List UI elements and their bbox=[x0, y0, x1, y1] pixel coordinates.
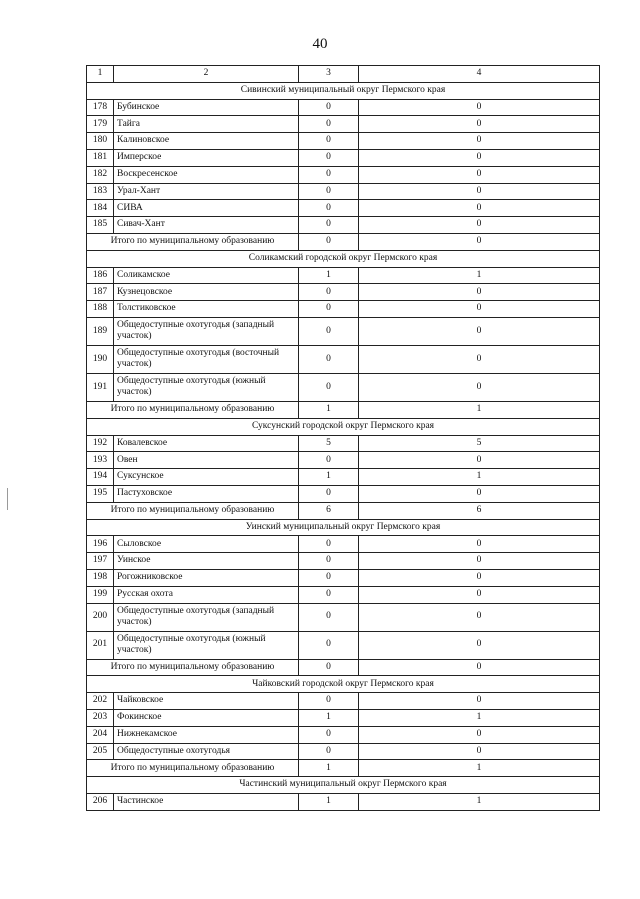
total-column-4-value: 6 bbox=[359, 502, 600, 519]
column-3-value: 1 bbox=[299, 793, 359, 810]
row-number: 195 bbox=[87, 485, 114, 502]
hunting-ground-name: СИВА bbox=[114, 200, 299, 217]
column-4-value: 0 bbox=[359, 301, 600, 318]
hunting-ground-name: Общедоступные охотугодья (южный участок) bbox=[114, 631, 299, 659]
column-header-1: 1 bbox=[87, 66, 114, 83]
total-column-3-value: 1 bbox=[299, 401, 359, 418]
table-row bbox=[87, 485, 600, 502]
column-3-value: 0 bbox=[299, 631, 359, 659]
hunting-ground-name: Калиновское bbox=[114, 133, 299, 150]
row-number: 187 bbox=[87, 284, 114, 301]
hunting-ground-name: Фокинское bbox=[114, 709, 299, 726]
hunting-grounds-table bbox=[86, 65, 600, 811]
table-row bbox=[87, 217, 600, 234]
column-4-value: 0 bbox=[359, 345, 600, 373]
table-row bbox=[87, 267, 600, 284]
column-4-value: 0 bbox=[359, 693, 600, 710]
column-4-value: 0 bbox=[359, 217, 600, 234]
column-3-value: 0 bbox=[299, 726, 359, 743]
row-number: 188 bbox=[87, 301, 114, 318]
hunting-ground-name: Суксунское bbox=[114, 469, 299, 486]
row-number: 197 bbox=[87, 553, 114, 570]
section-header-row bbox=[87, 250, 600, 267]
column-4-value: 5 bbox=[359, 435, 600, 452]
row-number: 179 bbox=[87, 116, 114, 133]
column-3-value: 5 bbox=[299, 435, 359, 452]
column-4-value: 0 bbox=[359, 200, 600, 217]
table-row bbox=[87, 133, 600, 150]
table-row bbox=[87, 793, 600, 810]
column-4-value: 1 bbox=[359, 709, 600, 726]
table-row bbox=[87, 345, 600, 373]
hunting-ground-name: Овен bbox=[114, 452, 299, 469]
hunting-ground-name: Общедоступные охотугодья (южный участок) bbox=[114, 373, 299, 401]
section-total-row bbox=[87, 659, 600, 676]
section-title: Чайковский городской округ Пермского края bbox=[87, 676, 600, 693]
row-number: 193 bbox=[87, 452, 114, 469]
hunting-ground-name: Бубинское bbox=[114, 99, 299, 116]
row-number: 182 bbox=[87, 166, 114, 183]
column-4-value: 0 bbox=[359, 586, 600, 603]
row-number: 191 bbox=[87, 373, 114, 401]
column-3-value: 1 bbox=[299, 709, 359, 726]
table-row bbox=[87, 301, 600, 318]
section-title: Частинский муниципальный округ Пермского края bbox=[87, 777, 600, 794]
column-4-value: 0 bbox=[359, 133, 600, 150]
column-4-value: 0 bbox=[359, 149, 600, 166]
column-4-value: 0 bbox=[359, 726, 600, 743]
row-number: 185 bbox=[87, 217, 114, 234]
row-number: 192 bbox=[87, 435, 114, 452]
hunting-ground-name: Ковалевское bbox=[114, 435, 299, 452]
column-3-value: 1 bbox=[299, 469, 359, 486]
column-4-value: 0 bbox=[359, 373, 600, 401]
table-row bbox=[87, 693, 600, 710]
hunting-ground-name: Соликамское bbox=[114, 267, 299, 284]
column-3-value: 0 bbox=[299, 485, 359, 502]
table-row bbox=[87, 166, 600, 183]
column-3-value: 0 bbox=[299, 217, 359, 234]
column-4-value: 1 bbox=[359, 267, 600, 284]
hunting-ground-name: Сыловское bbox=[114, 536, 299, 553]
section-header-row bbox=[87, 777, 600, 794]
column-4-value: 0 bbox=[359, 536, 600, 553]
column-4-value: 0 bbox=[359, 317, 600, 345]
section-title: Соликамский городской округ Пермского края bbox=[87, 250, 600, 267]
total-column-3-value: 0 bbox=[299, 233, 359, 250]
column-3-value: 0 bbox=[299, 116, 359, 133]
hunting-ground-name: Чайковское bbox=[114, 693, 299, 710]
section-title: Суксунский городской округ Пермского края bbox=[87, 418, 600, 435]
column-3-value: 0 bbox=[299, 536, 359, 553]
section-header-row bbox=[87, 519, 600, 536]
column-4-value: 0 bbox=[359, 485, 600, 502]
row-number: 194 bbox=[87, 469, 114, 486]
total-column-3-value: 6 bbox=[299, 502, 359, 519]
column-3-value: 0 bbox=[299, 569, 359, 586]
column-4-value: 0 bbox=[359, 116, 600, 133]
section-header-row bbox=[87, 676, 600, 693]
total-label: Итого по муниципальному образованию bbox=[87, 502, 299, 519]
column-4-value: 0 bbox=[359, 631, 600, 659]
column-4-value: 0 bbox=[359, 284, 600, 301]
row-number: 183 bbox=[87, 183, 114, 200]
table-row bbox=[87, 743, 600, 760]
hunting-ground-name: Кузнецовское bbox=[114, 284, 299, 301]
hunting-ground-name: Общедоступные охотугодья bbox=[114, 743, 299, 760]
table-row bbox=[87, 116, 600, 133]
hunting-ground-name: Урал-Хант bbox=[114, 183, 299, 200]
row-number: 181 bbox=[87, 149, 114, 166]
hunting-ground-name: Сивач-Хант bbox=[114, 217, 299, 234]
row-number: 202 bbox=[87, 693, 114, 710]
total-column-3-value: 1 bbox=[299, 760, 359, 777]
column-4-value: 0 bbox=[359, 569, 600, 586]
total-column-4-value: 1 bbox=[359, 760, 600, 777]
hunting-ground-name: Частинское bbox=[114, 793, 299, 810]
table-row bbox=[87, 631, 600, 659]
total-column-4-value: 1 bbox=[359, 401, 600, 418]
hunting-ground-name: Русская охота bbox=[114, 586, 299, 603]
row-number: 180 bbox=[87, 133, 114, 150]
section-title: Сивинский муниципальный округ Пермского края bbox=[87, 82, 600, 99]
column-header-4: 4 bbox=[359, 66, 600, 83]
row-number: 199 bbox=[87, 586, 114, 603]
column-3-value: 0 bbox=[299, 133, 359, 150]
column-3-value: 0 bbox=[299, 586, 359, 603]
column-3-value: 0 bbox=[299, 301, 359, 318]
row-number: 186 bbox=[87, 267, 114, 284]
section-total-row bbox=[87, 233, 600, 250]
hunting-ground-name: Имперское bbox=[114, 149, 299, 166]
table-row bbox=[87, 452, 600, 469]
column-3-value: 0 bbox=[299, 553, 359, 570]
column-header-2: 2 bbox=[114, 66, 299, 83]
total-label: Итого по муниципальному образованию bbox=[87, 760, 299, 777]
column-4-value: 1 bbox=[359, 469, 600, 486]
column-4-value: 0 bbox=[359, 183, 600, 200]
section-total-row bbox=[87, 401, 600, 418]
hunting-ground-name: Пастуховское bbox=[114, 485, 299, 502]
table-row bbox=[87, 536, 600, 553]
column-3-value: 0 bbox=[299, 452, 359, 469]
header-row bbox=[87, 66, 600, 83]
column-3-value: 0 bbox=[299, 149, 359, 166]
column-4-value: 0 bbox=[359, 603, 600, 631]
hunting-ground-name: Толстиковское bbox=[114, 301, 299, 318]
hunting-ground-name: Тайга bbox=[114, 116, 299, 133]
row-number: 206 bbox=[87, 793, 114, 810]
section-total-row bbox=[87, 502, 600, 519]
hunting-ground-name: Рогожниковское bbox=[114, 569, 299, 586]
column-3-value: 0 bbox=[299, 603, 359, 631]
column-3-value: 0 bbox=[299, 166, 359, 183]
row-number: 201 bbox=[87, 631, 114, 659]
row-number: 184 bbox=[87, 200, 114, 217]
table-row bbox=[87, 435, 600, 452]
hunting-ground-name: Воскресенское bbox=[114, 166, 299, 183]
row-number: 196 bbox=[87, 536, 114, 553]
table-row bbox=[87, 469, 600, 486]
column-3-value: 0 bbox=[299, 373, 359, 401]
hunting-ground-name: Уинское bbox=[114, 553, 299, 570]
table-row bbox=[87, 183, 600, 200]
row-number: 178 bbox=[87, 99, 114, 116]
column-4-value: 0 bbox=[359, 166, 600, 183]
table-row bbox=[87, 709, 600, 726]
column-3-value: 0 bbox=[299, 345, 359, 373]
hunting-ground-name: Нижнекамское bbox=[114, 726, 299, 743]
table-row bbox=[87, 317, 600, 345]
column-header-3: 3 bbox=[299, 66, 359, 83]
hunting-ground-name: Общедоступные охотугодья (западный участок) bbox=[114, 603, 299, 631]
row-number: 205 bbox=[87, 743, 114, 760]
table-row bbox=[87, 284, 600, 301]
table-row bbox=[87, 569, 600, 586]
scan-artifact-line bbox=[7, 488, 8, 510]
column-3-value: 0 bbox=[299, 743, 359, 760]
row-number: 200 bbox=[87, 603, 114, 631]
row-number: 204 bbox=[87, 726, 114, 743]
table-row bbox=[87, 603, 600, 631]
row-number: 190 bbox=[87, 345, 114, 373]
column-3-value: 0 bbox=[299, 99, 359, 116]
column-4-value: 0 bbox=[359, 452, 600, 469]
hunting-ground-name: Общедоступные охотугодья (восточный участок) bbox=[114, 345, 299, 373]
column-3-value: 0 bbox=[299, 693, 359, 710]
page-number: 40 bbox=[312, 36, 328, 52]
row-number: 203 bbox=[87, 709, 114, 726]
column-4-value: 0 bbox=[359, 553, 600, 570]
row-number: 189 bbox=[87, 317, 114, 345]
table-row bbox=[87, 373, 600, 401]
total-label: Итого по муниципальному образованию bbox=[87, 233, 299, 250]
total-column-4-value: 0 bbox=[359, 233, 600, 250]
total-column-3-value: 0 bbox=[299, 659, 359, 676]
column-4-value: 1 bbox=[359, 793, 600, 810]
column-3-value: 0 bbox=[299, 183, 359, 200]
column-3-value: 0 bbox=[299, 284, 359, 301]
table-row bbox=[87, 99, 600, 116]
total-column-4-value: 0 bbox=[359, 659, 600, 676]
total-label: Итого по муниципальному образованию bbox=[87, 659, 299, 676]
table-row bbox=[87, 200, 600, 217]
table-row bbox=[87, 586, 600, 603]
row-number: 198 bbox=[87, 569, 114, 586]
section-title: Уинский муниципальный округ Пермского края bbox=[87, 519, 600, 536]
table-row bbox=[87, 149, 600, 166]
section-header-row bbox=[87, 418, 600, 435]
column-3-value: 0 bbox=[299, 200, 359, 217]
hunting-ground-name: Общедоступные охотугодья (западный участок) bbox=[114, 317, 299, 345]
column-4-value: 0 bbox=[359, 99, 600, 116]
total-label: Итого по муниципальному образованию bbox=[87, 401, 299, 418]
section-total-row bbox=[87, 760, 600, 777]
column-3-value: 0 bbox=[299, 317, 359, 345]
column-3-value: 1 bbox=[299, 267, 359, 284]
table-row bbox=[87, 726, 600, 743]
column-4-value: 0 bbox=[359, 743, 600, 760]
section-header-row bbox=[87, 82, 600, 99]
table-row bbox=[87, 553, 600, 570]
